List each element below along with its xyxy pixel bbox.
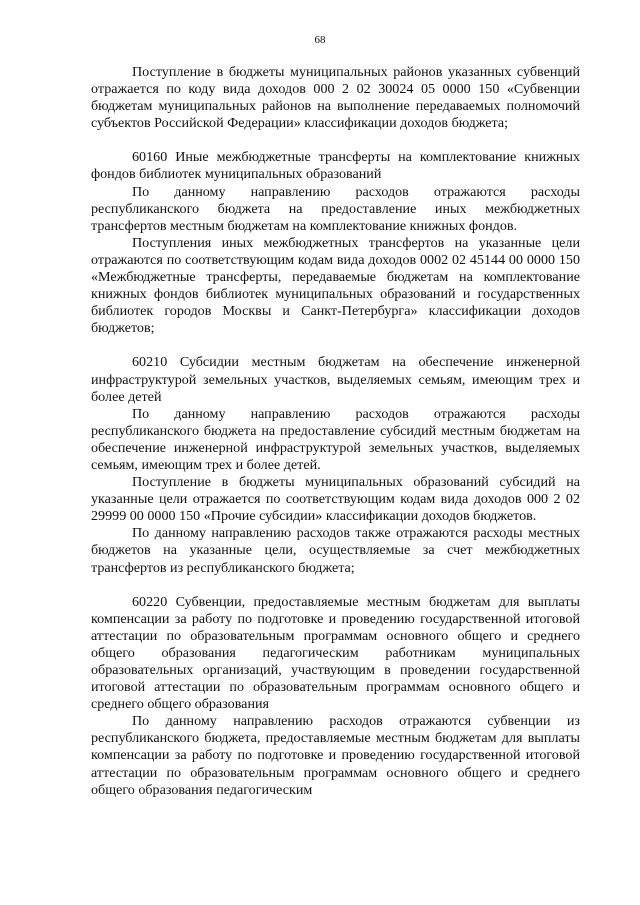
page-body	[91, 64, 580, 799]
paragraph: По данному направлению расходов также отражаются расходы местных бюджетов на указанные цели, осуществляемые за счет межбюджетных трансфертов из республиканского бюджета;	[91, 525, 580, 576]
paragraph: По данному направлению расходов отражаются субвенции из республиканского бюджета, предоставляемые местным бюджетам для выплаты компенсации за работу по подготовке и проведению государственной итоговой аттестации по образовательным программам основного общего и среднего общего образования педагогическим	[91, 713, 580, 798]
page-number: 68	[314, 34, 326, 46]
paragraph-spacer	[91, 577, 580, 594]
paragraph: 60210 Субсидии местным бюджетам на обеспечение инженерной инфраструктурой земельных участков, выделяемых семьям, имеющим трех и более детей	[91, 354, 580, 405]
paragraph: По данному направлению расходов отражаются расходы республиканского бюджета на предоставление иных межбюджетных трансфертов местным бюджетам на комплектование книжных фондов.	[91, 183, 580, 234]
paragraph-spacer	[91, 132, 580, 149]
paragraph: 60220 Субвенции, предоставляемые местным бюджетам для выплаты компенсации за работу по подготовке и проведению государственной итоговой аттестации по образовательным программам основного общего и среднего общего образования педагогическим работникам муниципальных образовательных организаций, участвующим в проведении государственной итоговой аттестации по образовательным программам основного общего и среднего общего образования	[91, 593, 580, 713]
paragraph: Поступления иных межбюджетных трансфертов на указанные цели отражаются по соответствующим кодам вида доходов 0002 02 45144 00 0000 150 «Межбюджетные трансферты, передаваемые бюджетам на комплектование книжных фондов библиотек муниципальных образований и государственных библиотек городов Москвы и Санкт-Петербурга» классификации доходов бюджетов;	[91, 234, 580, 337]
paragraph: По данному направлению расходов отражаются расходы республиканского бюджета на предоставление субсидий местным бюджетам на обеспечение инженерной инфраструктурой земельных участков, выделяемых семьям, имеющим трех и более детей.	[91, 405, 580, 473]
paragraph: Поступление в бюджеты муниципальных образований субсидий на указанные цели отражается по соответствующим кодам вида доходов 000 2 02 29999 00 0000 150 «Прочие субсидии» классификации доходов бюджетов.	[91, 474, 580, 525]
paragraph-spacer	[91, 337, 580, 354]
paragraph: Поступление в бюджеты муниципальных районов указанных субвенций отражается по коду вида доходов 000 2 02 30024 05 0000 150 «Субвенции бюджетам муниципальных районов на выполнение передаваемых полномочий субъектов Российской Федерации» классификации доходов бюджета;	[91, 64, 580, 132]
paragraph: 60160 Иные межбюджетные трансферты на комплектование книжных фондов библиотек муниципальных образований	[91, 149, 580, 183]
